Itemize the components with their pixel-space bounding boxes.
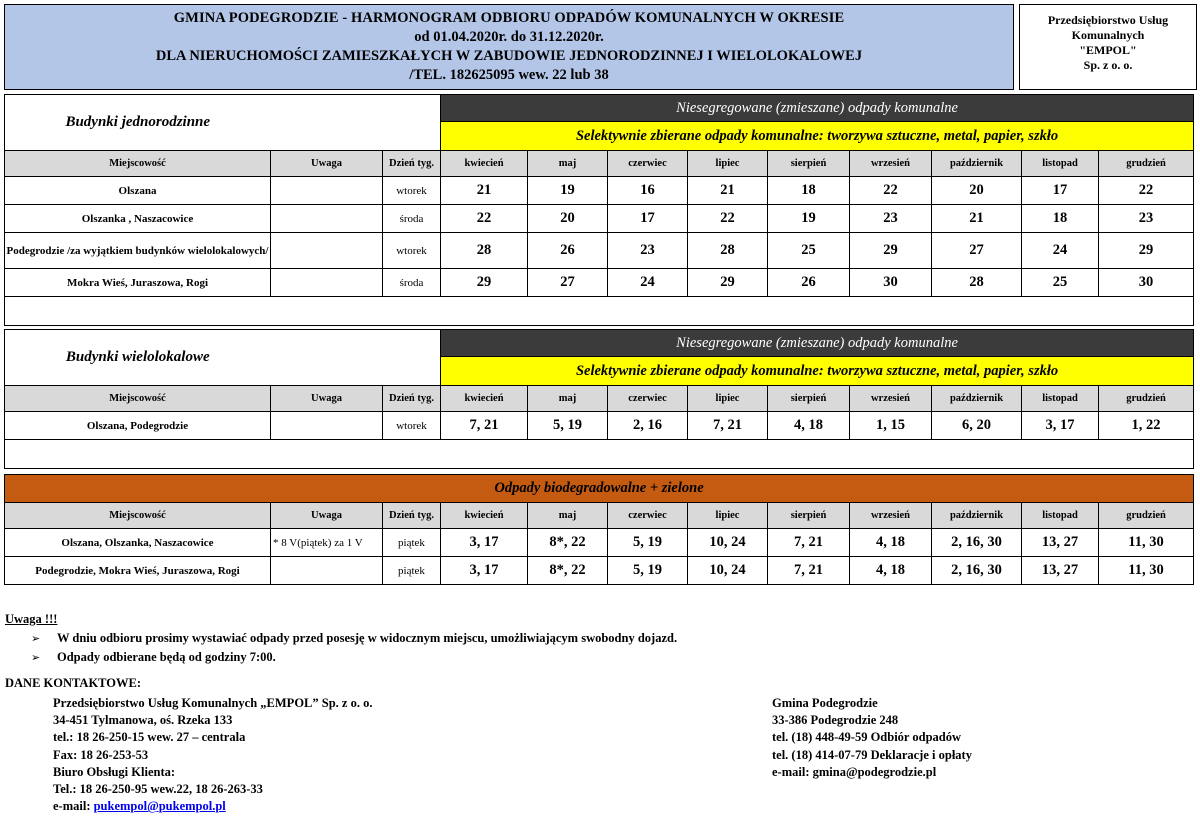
company-line-3: "EMPOL"	[1079, 43, 1137, 57]
pickup-date-cell: 5, 19	[608, 557, 688, 585]
place-cell: Mokra Wieś, Juraszowa, Rogi	[5, 269, 271, 297]
contact-line	[53, 798, 372, 815]
contact-line: Tel.: 18 26-250-95 wew.22, 18 26-263-33	[53, 782, 263, 797]
place-cell: Olszana, Olszanka, Naszacowice	[5, 529, 271, 557]
column-header: sierpień	[768, 151, 850, 177]
pickup-date-cell: 25	[1022, 269, 1099, 297]
note-cell	[271, 269, 383, 297]
contact-line: Biuro Obsługi Klienta:	[53, 764, 176, 779]
pickup-date-cell: 21	[932, 205, 1022, 233]
note-item	[5, 629, 1185, 648]
column-header: Dzień tyg.	[383, 151, 441, 177]
table-row	[5, 233, 1194, 269]
pickup-date-cell: 10, 24	[688, 557, 768, 585]
place-cell: Podegrodzie, Mokra Wieś, Juraszowa, Rogi	[5, 557, 271, 585]
empol-contact-block	[53, 695, 372, 815]
pickup-date-cell: 2, 16, 30	[932, 529, 1022, 557]
title-box	[4, 4, 1014, 90]
page-header	[4, 4, 1197, 90]
mixed-waste-band: Niesegregowane (zmieszane) odpady komunalne	[441, 95, 1194, 122]
multi-family-schedule-table	[4, 329, 1194, 469]
pickup-date-cell: 27	[932, 233, 1022, 269]
pickup-date-cell: 20	[528, 205, 608, 233]
category-band-row	[5, 330, 1194, 357]
selective-waste-band: Selektywnie zbierane odpady komunalne: tworzywa sztuczne, metal, papier, szkło	[441, 122, 1194, 151]
contact-line: Fax: 18 26-253-53	[53, 747, 149, 762]
column-header: kwiecień	[441, 151, 528, 177]
empol-email-link[interactable]: pukempol@pukempol.pl	[93, 799, 226, 814]
blank-cell	[271, 95, 441, 151]
column-header: sierpień	[768, 503, 850, 529]
pickup-date-cell: 23	[608, 233, 688, 269]
notes-section	[5, 610, 1185, 667]
pickup-date-cell: 22	[1099, 177, 1194, 205]
column-header: sierpień	[768, 386, 850, 412]
pickup-date-cell: 29	[1099, 233, 1194, 269]
company-line-2: Komunalnych	[1071, 28, 1145, 42]
pickup-date-cell: 13, 27	[1022, 529, 1099, 557]
gmina-contact-block	[772, 695, 972, 781]
table-row	[5, 557, 1194, 585]
blank-cell	[271, 330, 441, 386]
pickup-date-cell: 22	[850, 177, 932, 205]
pickup-date-cell: 24	[608, 269, 688, 297]
spacer-cell	[5, 297, 1194, 326]
company-box	[1019, 4, 1197, 90]
note-cell	[271, 233, 383, 269]
column-header: wrzesień	[850, 386, 932, 412]
column-header-row	[5, 386, 1194, 412]
pickup-date-cell: 30	[1099, 269, 1194, 297]
pickup-date-cell: 7, 21	[768, 557, 850, 585]
pickup-date-cell: 5, 19	[528, 412, 608, 440]
pickup-date-cell: 23	[850, 205, 932, 233]
weekday-cell: piątek	[383, 529, 441, 557]
table-row	[5, 529, 1194, 557]
building-type-label: Budynki jednorodzinne	[5, 95, 271, 151]
note-cell	[271, 412, 383, 440]
pickup-date-cell: 8*, 22	[528, 529, 608, 557]
pickup-date-cell: 27	[528, 269, 608, 297]
column-header: lipiec	[688, 151, 768, 177]
biodegradable-schedule-table	[4, 474, 1194, 585]
category-band-row	[5, 95, 1194, 122]
column-header: listopad	[1022, 503, 1099, 529]
email-prefix: e-mail:	[53, 799, 94, 814]
column-header: maj	[528, 503, 608, 529]
pickup-date-cell: 4, 18	[850, 557, 932, 585]
pickup-date-cell: 21	[688, 177, 768, 205]
pickup-date-cell: 26	[768, 269, 850, 297]
column-header: grudzień	[1099, 386, 1194, 412]
column-header: Uwaga	[271, 503, 383, 529]
contact-line: Gmina Podegrodzie	[772, 696, 878, 710]
note-cell	[271, 205, 383, 233]
category-band-row	[5, 475, 1194, 503]
pickup-date-cell: 5, 19	[608, 529, 688, 557]
contact-line: tel.: 18 26-250-15 wew. 27 – centrala	[53, 730, 246, 745]
column-header: Dzień tyg.	[383, 386, 441, 412]
pickup-date-cell: 7, 21	[688, 412, 768, 440]
place-cell: Olszana, Podegrodzie	[5, 412, 271, 440]
title-line-2: od 01.04.2020r. do 31.12.2020r.	[414, 29, 604, 45]
pickup-date-cell: 3, 17	[441, 529, 528, 557]
note-cell	[271, 177, 383, 205]
pickup-date-cell: 28	[688, 233, 768, 269]
pickup-date-cell: 8*, 22	[528, 557, 608, 585]
pickup-date-cell: 29	[688, 269, 768, 297]
column-header: maj	[528, 151, 608, 177]
column-header: grudzień	[1099, 503, 1194, 529]
weekday-cell: piątek	[383, 557, 441, 585]
column-header: Miejscowość	[5, 503, 271, 529]
pickup-date-cell: 11, 30	[1099, 529, 1194, 557]
contact-line: 33-386 Podegrodzie 248	[772, 713, 899, 728]
pickup-date-cell: 19	[528, 177, 608, 205]
column-header: Dzień tyg.	[383, 503, 441, 529]
arrow-bullet-icon: ➢	[31, 632, 41, 645]
contact-line: e-mail: gmina@podegrodzie.pl	[772, 764, 937, 779]
pickup-date-cell: 6, 20	[932, 412, 1022, 440]
column-header: maj	[528, 386, 608, 412]
pickup-date-cell: 1, 15	[850, 412, 932, 440]
column-header: październik	[932, 151, 1022, 177]
note-cell: * 8 V(piątek) za 1 V	[271, 529, 383, 557]
weekday-cell: wtorek	[383, 233, 441, 269]
pickup-date-cell: 28	[441, 233, 528, 269]
pickup-date-cell: 3, 17	[1022, 412, 1099, 440]
notes-title: Uwaga !!!	[5, 612, 58, 626]
column-header: listopad	[1022, 386, 1099, 412]
selective-waste-band: Selektywnie zbierane odpady komunalne: tworzywa sztuczne, metal, papier, szkło	[441, 357, 1194, 386]
pickup-date-cell: 23	[1099, 205, 1194, 233]
weekday-cell: wtorek	[383, 177, 441, 205]
mixed-waste-band: Niesegregowane (zmieszane) odpady komunalne	[441, 330, 1194, 357]
weekday-cell: środa	[383, 205, 441, 233]
pickup-date-cell: 13, 27	[1022, 557, 1099, 585]
pickup-date-cell: 18	[768, 177, 850, 205]
pickup-date-cell: 29	[850, 233, 932, 269]
contact-line: tel. (18) 414-07-79 Deklaracje i opłaty	[772, 747, 972, 762]
pickup-date-cell: 10, 24	[688, 529, 768, 557]
pickup-date-cell: 17	[1022, 177, 1099, 205]
place-cell: Podegrodzie /za wyjątkiem budynków wielolokalowych/	[5, 233, 271, 269]
pickup-date-cell: 29	[441, 269, 528, 297]
column-header: wrzesień	[850, 151, 932, 177]
pickup-date-cell: 28	[932, 269, 1022, 297]
title-line-1: GMINA PODEGRODZIE - HARMONOGRAM ODBIORU ODPADÓW KOMUNALNYCH W OKRESIE	[173, 10, 845, 26]
title-line-4: /TEL. 182625095 wew. 22 lub 38	[409, 67, 609, 83]
weekday-cell: środa	[383, 269, 441, 297]
pickup-date-cell: 1, 22	[1099, 412, 1194, 440]
pickup-date-cell: 30	[850, 269, 932, 297]
column-header: Uwaga	[271, 151, 383, 177]
pickup-date-cell: 26	[528, 233, 608, 269]
pickup-date-cell: 20	[932, 177, 1022, 205]
column-header: lipiec	[688, 386, 768, 412]
column-header-row	[5, 503, 1194, 529]
pickup-date-cell: 2, 16, 30	[932, 557, 1022, 585]
table-row	[5, 269, 1194, 297]
pickup-date-cell: 7, 21	[768, 529, 850, 557]
single-family-schedule-table	[4, 94, 1194, 326]
column-header: czerwiec	[608, 386, 688, 412]
pickup-date-cell: 11, 30	[1099, 557, 1194, 585]
column-header: kwiecień	[441, 503, 528, 529]
pickup-date-cell: 2, 16	[608, 412, 688, 440]
pickup-date-cell: 7, 21	[441, 412, 528, 440]
biodegradable-waste-band: Odpady biodegradowalne + zielone	[5, 475, 1194, 503]
contact-line: tel. (18) 448-49-59 Odbiór odpadów	[772, 730, 962, 745]
column-header: Miejscowość	[5, 386, 271, 412]
note-text: W dniu odbioru prosimy wystawiać odpady przed posesję w widocznym miejscu, umożliwiającym swobodny dojazd.	[57, 631, 678, 645]
place-cell: Olszana	[5, 177, 271, 205]
building-type-label: Budynki wielolokalowe	[5, 330, 271, 386]
column-header: grudzień	[1099, 151, 1194, 177]
column-header: lipiec	[688, 503, 768, 529]
column-header: październik	[932, 386, 1022, 412]
pickup-date-cell: 17	[608, 205, 688, 233]
pickup-date-cell: 22	[688, 205, 768, 233]
contacts-title: DANE KONTAKTOWE:	[5, 676, 142, 690]
column-header: czerwiec	[608, 151, 688, 177]
pickup-date-cell: 21	[441, 177, 528, 205]
note-item	[5, 648, 1185, 667]
column-header: listopad	[1022, 151, 1099, 177]
place-cell: Olszanka , Naszacowice	[5, 205, 271, 233]
spacer-row	[5, 440, 1194, 469]
column-header: Uwaga	[271, 386, 383, 412]
contact-line: 34-451 Tylmanowa, oś. Rzeka 133	[53, 713, 233, 728]
weekday-cell: wtorek	[383, 412, 441, 440]
table-row	[5, 412, 1194, 440]
spacer-row	[5, 297, 1194, 326]
company-line-1: Przedsiębiorstwo Usług	[1047, 13, 1169, 27]
note-text: Odpady odbierane będą od godziny 7:00.	[57, 650, 276, 664]
column-header: październik	[932, 503, 1022, 529]
pickup-date-cell: 16	[608, 177, 688, 205]
contact-line: Przedsiębiorstwo Usług Komunalnych „EMPOL” Sp. z o. o.	[53, 696, 373, 710]
pickup-date-cell: 3, 17	[441, 557, 528, 585]
title-line-3: DLA NIERUCHOMOŚCI ZAMIESZKAŁYCH W ZABUDOWIE JEDNORODZINNEJ I WIELOLOKALOWEJ	[155, 48, 863, 64]
table-row	[5, 205, 1194, 233]
pickup-date-cell: 25	[768, 233, 850, 269]
column-header: kwiecień	[441, 386, 528, 412]
pickup-date-cell: 22	[441, 205, 528, 233]
pickup-date-cell: 18	[1022, 205, 1099, 233]
pickup-date-cell: 4, 18	[850, 529, 932, 557]
note-cell	[271, 557, 383, 585]
column-header: Miejscowość	[5, 151, 271, 177]
company-line-4: Sp. z o. o.	[1083, 58, 1133, 72]
table-row	[5, 177, 1194, 205]
column-header: wrzesień	[850, 503, 932, 529]
column-header-row	[5, 151, 1194, 177]
pickup-date-cell: 24	[1022, 233, 1099, 269]
pickup-date-cell: 19	[768, 205, 850, 233]
pickup-date-cell: 4, 18	[768, 412, 850, 440]
column-header: czerwiec	[608, 503, 688, 529]
spacer-cell	[5, 440, 1194, 469]
arrow-bullet-icon: ➢	[31, 651, 41, 664]
